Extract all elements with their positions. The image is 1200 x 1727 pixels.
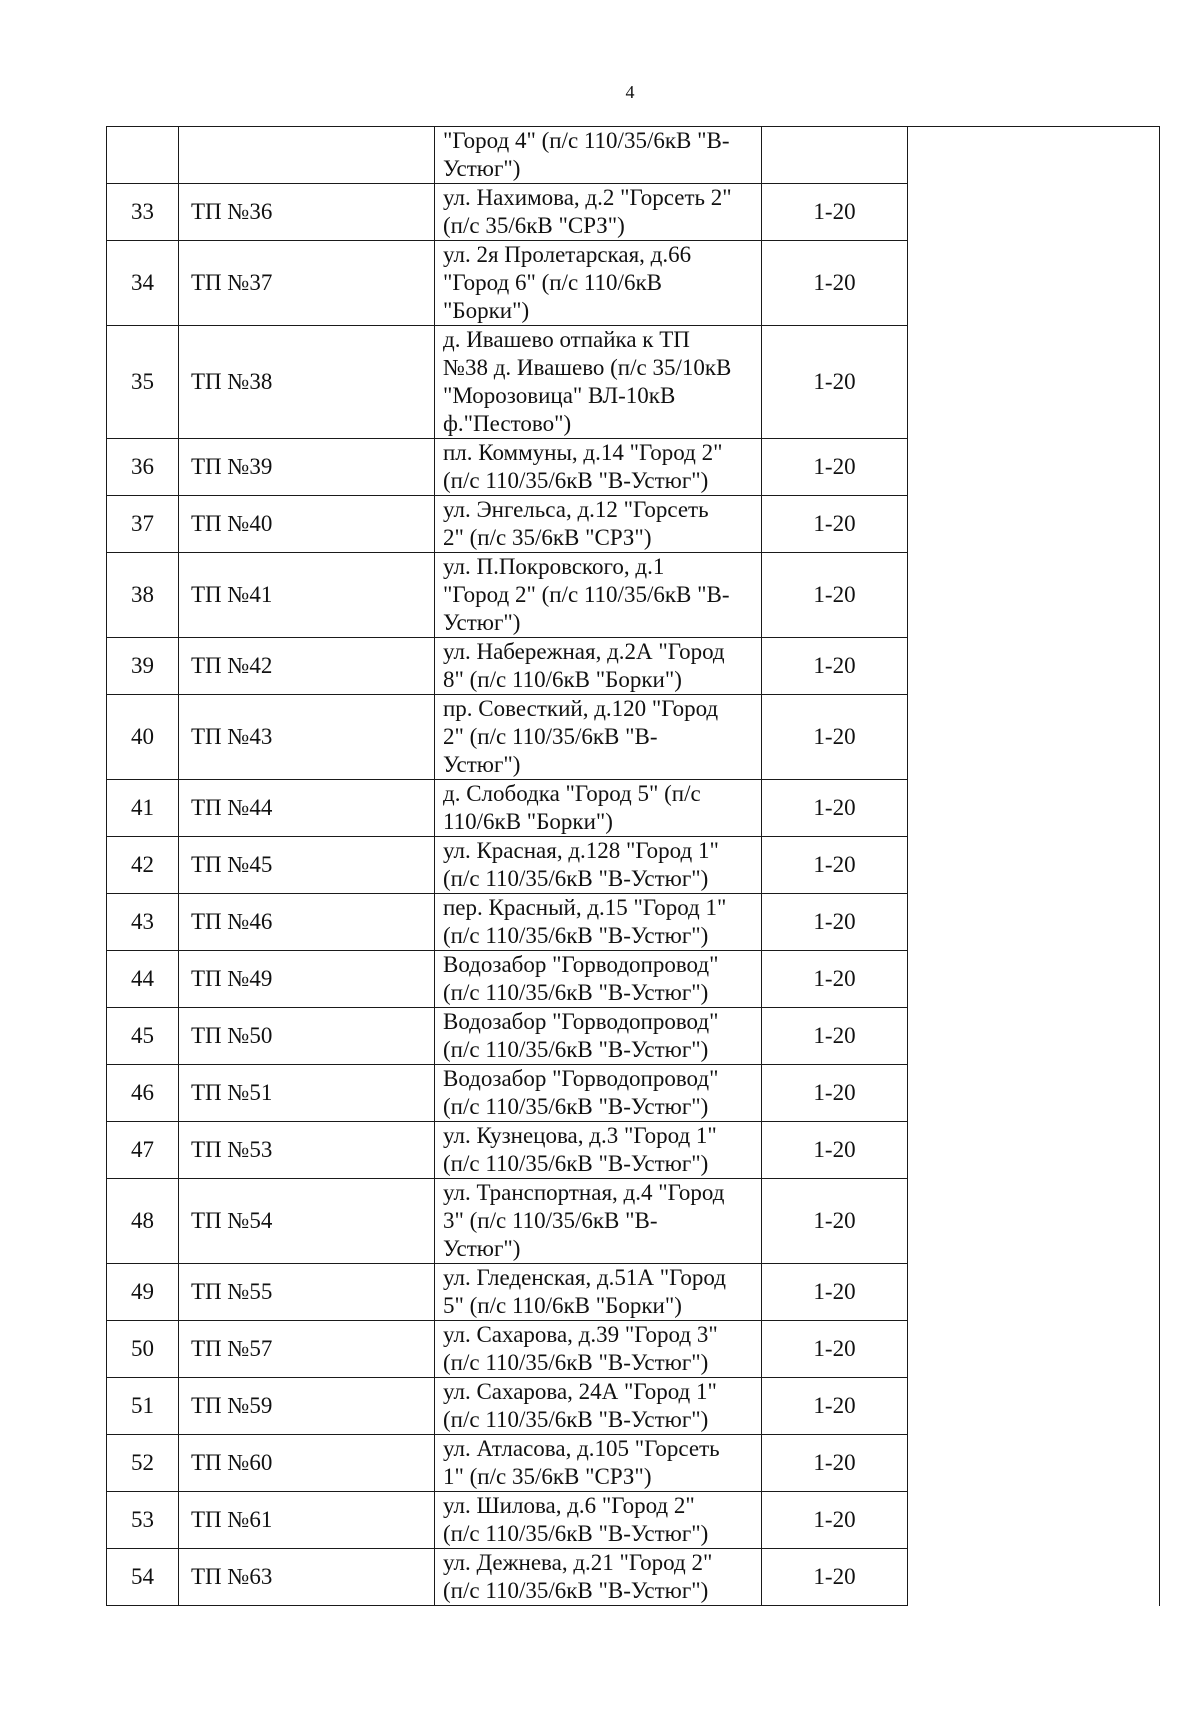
- address-line: 2" (п/с 110/35/6кВ "В-: [443, 724, 658, 749]
- cell-address: [435, 780, 762, 837]
- address-line: Устюг"): [443, 610, 521, 635]
- cell-number: 54: [107, 1549, 179, 1606]
- cell-number: 38: [107, 553, 179, 638]
- cell-address: [435, 1492, 762, 1549]
- address-line: ф."Пестово"): [443, 411, 572, 436]
- address-line: (п/с 110/35/6кВ "В-Устюг"): [443, 1094, 709, 1119]
- address-line: пер. Красный, д.15 "Город 1": [443, 895, 727, 920]
- address-line: "Город 6" (п/с 110/6кВ: [443, 270, 662, 295]
- address-line: (п/с 110/35/6кВ "В-Устюг"): [443, 866, 709, 891]
- cell-address: [435, 951, 762, 1008]
- cell-hours: 1-20: [762, 553, 908, 638]
- address-line: Водозабор "Горводопровод": [443, 1009, 719, 1034]
- cell-substation: ТП №57: [179, 1321, 435, 1378]
- cell-address: [435, 695, 762, 780]
- cell-address: [435, 496, 762, 553]
- cell-address: [435, 439, 762, 496]
- cell-number: 51: [107, 1378, 179, 1435]
- cell-substation: [179, 127, 435, 184]
- cell-substation: ТП №46: [179, 894, 435, 951]
- address-line: пл. Коммуны, д.14 "Город 2": [443, 440, 723, 465]
- address-line: ул. 2я Пролетарская, д.66: [443, 242, 692, 267]
- address-line: (п/с 110/35/6кВ "В-Устюг"): [443, 1350, 709, 1375]
- cell-number: 39: [107, 638, 179, 695]
- address-line: 2" (п/с 35/6кВ "СРЗ"): [443, 525, 652, 550]
- cell-address: [435, 1179, 762, 1264]
- cell-number: 45: [107, 1008, 179, 1065]
- cell-number: 37: [107, 496, 179, 553]
- cell-hours: 1-20: [762, 1321, 908, 1378]
- cell-hours: 1-20: [762, 695, 908, 780]
- cell-address: [435, 837, 762, 894]
- address-line: ул. Сахарова, 24А "Город 1": [443, 1379, 717, 1404]
- cell-address: [435, 127, 762, 184]
- address-line: (п/с 110/35/6кВ "В-Устюг"): [443, 1407, 709, 1432]
- cell-hours: 1-20: [762, 894, 908, 951]
- cell-substation: ТП №39: [179, 439, 435, 496]
- cell-address: [435, 1065, 762, 1122]
- cell-substation: ТП №63: [179, 1549, 435, 1606]
- cell-number: 36: [107, 439, 179, 496]
- cell-substation: ТП №61: [179, 1492, 435, 1549]
- address-line: пр. Совесткий, д.120 "Город: [443, 696, 719, 721]
- cell-substation: ТП №40: [179, 496, 435, 553]
- cell-substation: ТП №49: [179, 951, 435, 1008]
- address-line: (п/с 110/35/6кВ "В-Устюг"): [443, 980, 709, 1005]
- cell-hours: 1-20: [762, 1492, 908, 1549]
- address-line: ул. Шилова, д.6 "Город 2": [443, 1493, 695, 1518]
- address-line: "Морозовица" ВЛ-10кВ: [443, 383, 676, 408]
- cell-address: [435, 326, 762, 439]
- cell-hours: 1-20: [762, 1264, 908, 1321]
- cell-substation: ТП №50: [179, 1008, 435, 1065]
- address-line: ул. Гледенская, д.51А "Город: [443, 1265, 726, 1290]
- cell-number: 42: [107, 837, 179, 894]
- address-line: 3" (п/с 110/35/6кВ "В-: [443, 1208, 658, 1233]
- cell-address: [435, 1549, 762, 1606]
- cell-number: 43: [107, 894, 179, 951]
- cell-substation: ТП №45: [179, 837, 435, 894]
- address-line: Устюг"): [443, 752, 521, 777]
- cell-address: [435, 1378, 762, 1435]
- cell-number: 35: [107, 326, 179, 439]
- address-line: ул. Кузнецова, д.3 "Город 1": [443, 1123, 717, 1148]
- address-line: ул. Набережная, д.2А "Город: [443, 639, 725, 664]
- cell-hours: 1-20: [762, 1378, 908, 1435]
- cell-address: [435, 184, 762, 241]
- table-body: [107, 127, 1160, 1606]
- cell-number: 34: [107, 241, 179, 326]
- cell-substation: ТП №53: [179, 1122, 435, 1179]
- address-line: ул. Дежнева, д.21 "Город 2": [443, 1550, 713, 1575]
- cell-substation: ТП №51: [179, 1065, 435, 1122]
- cell-hours: 1-20: [762, 837, 908, 894]
- address-line: ул. Транспортная, д.4 "Город: [443, 1180, 725, 1205]
- cell-hours: 1-20: [762, 951, 908, 1008]
- cell-number: 41: [107, 780, 179, 837]
- address-line: №38 д. Ивашево (п/с 35/10кВ: [443, 355, 732, 380]
- cell-number: 44: [107, 951, 179, 1008]
- address-line: ул. Атласова, д.105 "Горсеть: [443, 1436, 720, 1461]
- address-line: "Город 4" (п/с 110/35/6кВ "В-: [443, 128, 730, 153]
- cell-address: [435, 1435, 762, 1492]
- address-line: (п/с 35/6кВ "СРЗ"): [443, 213, 625, 238]
- address-line: 1" (п/с 35/6кВ "СРЗ"): [443, 1464, 652, 1489]
- cell-substation: ТП №59: [179, 1378, 435, 1435]
- cell-hours: 1-20: [762, 1435, 908, 1492]
- address-line: "Борки"): [443, 298, 530, 323]
- address-line: ул. Нахимова, д.2 "Горсеть 2": [443, 185, 732, 210]
- cell-hours: 1-20: [762, 638, 908, 695]
- address-line: д. Ивашево отпайка к ТП: [443, 327, 690, 352]
- cell-substation: ТП №37: [179, 241, 435, 326]
- address-line: (п/с 110/35/6кВ "В-Устюг"): [443, 1151, 709, 1176]
- address-line: Водозабор "Горводопровод": [443, 952, 719, 977]
- cell-address: [435, 1321, 762, 1378]
- cell-substation: ТП №42: [179, 638, 435, 695]
- cell-number: 50: [107, 1321, 179, 1378]
- cell-number: 40: [107, 695, 179, 780]
- address-line: д. Слободка "Город 5" (п/с: [443, 781, 701, 806]
- address-line: 8" (п/с 110/6кВ "Борки"): [443, 667, 682, 692]
- cell-address: [435, 1122, 762, 1179]
- address-line: 5" (п/с 110/6кВ "Борки"): [443, 1293, 682, 1318]
- cell-substation: ТП №41: [179, 553, 435, 638]
- cell-hours: 1-20: [762, 1179, 908, 1264]
- cell-address: [435, 553, 762, 638]
- address-line: 110/6кВ "Борки"): [443, 809, 613, 834]
- cell-extra-column: [908, 127, 1160, 1606]
- cell-address: [435, 1008, 762, 1065]
- cell-hours: 1-20: [762, 1122, 908, 1179]
- address-line: (п/с 110/35/6кВ "В-Устюг"): [443, 1578, 709, 1603]
- cell-number: 52: [107, 1435, 179, 1492]
- address-line: Водозабор "Горводопровод": [443, 1066, 719, 1091]
- address-line: (п/с 110/35/6кВ "В-Устюг"): [443, 1037, 709, 1062]
- cell-number: 48: [107, 1179, 179, 1264]
- cell-hours: 1-20: [762, 326, 908, 439]
- address-line: ул. П.Покровского, д.1: [443, 554, 665, 579]
- cell-address: [435, 1264, 762, 1321]
- address-line: (п/с 110/35/6кВ "В-Устюг"): [443, 468, 709, 493]
- cell-hours: 1-20: [762, 496, 908, 553]
- cell-number: [107, 127, 179, 184]
- cell-hours: [762, 127, 908, 184]
- cell-substation: ТП №44: [179, 780, 435, 837]
- cell-substation: ТП №55: [179, 1264, 435, 1321]
- cell-number: 33: [107, 184, 179, 241]
- cell-address: [435, 241, 762, 326]
- cell-number: 49: [107, 1264, 179, 1321]
- cell-number: 46: [107, 1065, 179, 1122]
- address-line: (п/с 110/35/6кВ "В-Устюг"): [443, 923, 709, 948]
- address-line: (п/с 110/35/6кВ "В-Устюг"): [443, 1521, 709, 1546]
- cell-substation: ТП №36: [179, 184, 435, 241]
- address-line: Устюг"): [443, 156, 521, 181]
- cell-number: 53: [107, 1492, 179, 1549]
- substation-table: [106, 126, 1160, 1606]
- cell-address: [435, 638, 762, 695]
- cell-substation: ТП №60: [179, 1435, 435, 1492]
- cell-substation: ТП №38: [179, 326, 435, 439]
- page-number: 4: [625, 82, 635, 102]
- address-line: Устюг"): [443, 1236, 521, 1261]
- cell-hours: 1-20: [762, 439, 908, 496]
- cell-number: 47: [107, 1122, 179, 1179]
- address-line: ул. Сахарова, д.39 "Город 3": [443, 1322, 718, 1347]
- address-line: "Город 2" (п/с 110/35/6кВ "В-: [443, 582, 730, 607]
- cell-hours: 1-20: [762, 241, 908, 326]
- cell-hours: 1-20: [762, 1008, 908, 1065]
- address-line: ул. Красная, д.128 "Город 1": [443, 838, 719, 863]
- cell-hours: 1-20: [762, 1549, 908, 1606]
- cell-substation: ТП №54: [179, 1179, 435, 1264]
- cell-hours: 1-20: [762, 184, 908, 241]
- cell-address: [435, 894, 762, 951]
- table-row-continuation: [107, 127, 1160, 184]
- cell-hours: 1-20: [762, 1065, 908, 1122]
- cell-hours: 1-20: [762, 780, 908, 837]
- address-line: ул. Энгельса, д.12 "Горсеть: [443, 497, 709, 522]
- cell-substation: ТП №43: [179, 695, 435, 780]
